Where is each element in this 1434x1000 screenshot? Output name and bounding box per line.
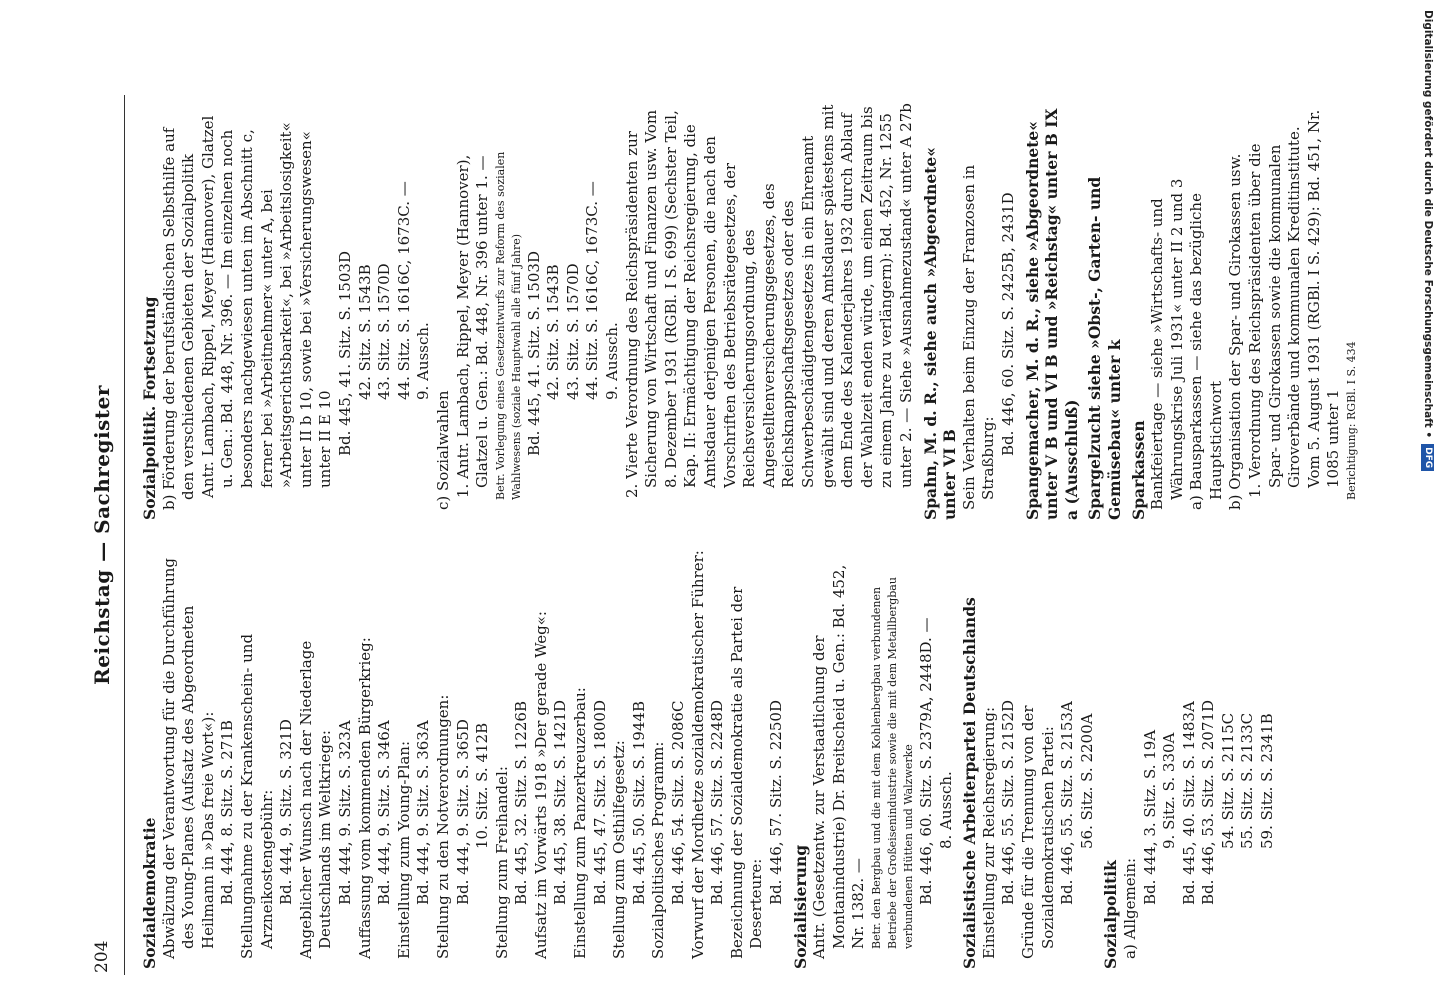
index-reference: 55. Sitz. S. 2133C: [1238, 712, 1257, 849]
index-reference: Bd. 446, 53. Sitz. S. 2071D: [1199, 700, 1218, 905]
index-reference: Bd. 446, 55. Sitz. S. 2152D: [999, 700, 1018, 905]
left-column: [136, 549, 1278, 969]
index-entry: a) Bausparkassen — siehe das bezügliche Hauptstichwort: [1187, 193, 1225, 510]
index-heading: Sozialisierung: [790, 844, 810, 969]
index-reference: Bd. 444, 9. Sitz. S. 321D: [277, 719, 296, 905]
index-reference: Bd. 446, 57. Sitz. S. 2248D: [708, 700, 727, 905]
index-heading: Sozialpolitik: [1101, 860, 1121, 969]
running-head: Reichstag — Sachregister: [90, 385, 114, 685]
index-entry: b) Organisation der Spar- und Girokassen usw.: [1226, 153, 1245, 510]
index-entry: Sozialpolitisches Programm:: [649, 741, 668, 959]
index-reference: Bd. 446, 54. Sitz. S. 2086C: [669, 700, 688, 905]
index-entry: Betr. den Bergbau und die mit dem Kohlenbergbau verbundenen Betriebe der Großeisenindustrie sowie die mit dem Metallbergbau verbundenen Hütten und Walzwerke: [869, 577, 915, 949]
index-entry: Berichtigung: RGBl. I S. 434: [1345, 341, 1359, 500]
index-reference: 9. Sitz. S. 330A: [1160, 732, 1179, 849]
index-reference: 9. Aussch.: [414, 322, 433, 400]
index-heading: Spargelzucht siehe »Obst-, Garten- und Gemüsebau« unter k: [1085, 176, 1124, 520]
digitization-notice: [1420, 10, 1434, 990]
index-reference: 54. Sitz. S. 2115C: [1218, 712, 1237, 849]
right-column: [136, 100, 1360, 520]
index-entry: Gründe für die Trennung von der Sozialdemokratischen Partei:: [1018, 705, 1057, 959]
index-entry: Stellung zum Freihandel:: [492, 766, 511, 959]
index-reference: Bd. 445, 47. Sitz. S. 1800D: [590, 700, 609, 905]
index-reference: Bd. 444, 9. Sitz. S. 323A: [335, 720, 354, 905]
index-entry: 1. Verordnung des Reichspräsidenten über die Spar- und Girokassen sowie die kommunalen Giroverbände und kommunalen Kreditinstitute. Vom 5. August 1931 (RGBl. I S. 429): Bd. 451, Nr. 1085 unter 1: [1246, 109, 1343, 498]
index-entry: Abwälzung der Verantwortung für die Durchführung des Young-Planes (Aufsatz des Abgeordneten Heilmann in »Das freie Wort«):: [159, 557, 217, 959]
index-entry: Stellung zum Osthilfegesetz:: [610, 740, 629, 959]
index-reference: Bd. 444, 9. Sitz. S. 346A: [375, 720, 394, 905]
index-entry: Sein Verhalten beim Einzug der Franzosen in Straßburg:: [959, 164, 998, 510]
index-reference: Bd. 445, 41. Sitz. S. 1503D: [335, 251, 354, 456]
index-entry: Antr. Lambach, Rippel, Meyer (Hannover), Glatzel u. Gen.: Bd. 448, Nr. 396. — Im einzelnen noch besonders nachgewiesen unten im Abschnitt c, ferner bei »Arbeitnehmer« unter A, bei »Arbeitsgerichtsbarkeit«, bei »Arbeitslosigkeit« unter II b 10, sowie bei »Versicherungswesen« unter II E 10: [198, 115, 335, 498]
index-entry: Einstellung zum Young-Plan:: [394, 740, 413, 959]
index-heading: Sparkassen: [1128, 420, 1148, 520]
index-entry: Auffassung vom kommenden Bürgerkrieg:: [355, 637, 374, 959]
index-entry: Einstellung zur Reichsregierung:: [979, 707, 998, 959]
dfg-logo: DFG: [1422, 444, 1434, 471]
index-entry: c) Sozialwahlen: [433, 390, 452, 510]
index-reference: 59. Sitz. S. 2341B: [1258, 713, 1277, 849]
index-entry: 2. Vierte Verordnung des Reichspräsidenten zur Sicherung von Wirtschaft und Finanzen usw. Vom 8. Dezember 1931 (RGBl. I S. 699) (Sechster Teil, Kap. II: Ermächtigung der Reichsregierung, die Amtsdauer derjenigen Personen, die nach den Vorschriften des Betriebsrätegesetzes, der Reichsversicherungsordnung, des Angestelltenversicherungsgesetzes, des Reichsknappschaftsgesetzes oder des Schwerbeschädigtengesetzes in ein Ehrenamt gewählt sind und deren Amtsdauer spätestens mit dem Ende des Kalenderjahres 1932 durch Ablauf der Wahlzeit enden würde, um einen Zeitraum bis zu einem Jahre zu verlängern): Bd. 452, Nr. 1255 unter 2. — Siehe »Ausnahmezustand« unter A 27b: [622, 103, 915, 498]
index-reference: 44. Sitz. S. 1616C, 1673C. —: [583, 181, 602, 400]
index-heading: Sozialpolitik. Fortsetzung: [140, 296, 159, 520]
index-reference: Bd. 444, 9. Sitz. S. 363A: [414, 720, 433, 905]
index-reference: 42. Sitz. S. 1543B: [355, 264, 374, 400]
index-reference: Bd. 445, 32. Sitz. S. 1226B: [512, 701, 531, 905]
index-entry: a) Allgemein:: [1120, 857, 1139, 959]
index-reference: 9. Aussch.: [603, 322, 622, 400]
index-reference: Bd. 444, 8. Sitz. S. 271B: [218, 720, 237, 905]
index-heading: Spahn, M. d. R., siehe auch »Abgeordnete« unter VI B: [920, 147, 960, 520]
digitization-notice-text: Digitalisierung gefördert durch die Deutsche Forschungsgemeinschaft •: [1422, 10, 1434, 439]
index-reference: 42. Sitz. S. 1543B: [544, 264, 563, 400]
index-reference: 44. Sitz. S. 1616C, 1673C. —: [394, 181, 413, 400]
index-entry: 1. Antr. Lambach, Rippel, Meyer (Hannover), Glatzel u. Gen.: Bd. 448, Nr. 396 unter 1. —: [453, 154, 492, 498]
index-entry: Angeblicher Wunsch nach der Niederlage Deutschlands im Weltkriege:: [296, 640, 335, 959]
index-entry: Stellung zu den Notverordnungen:: [433, 694, 452, 959]
index-reference: Bd. 444, 9. Sitz. S. 365D: [453, 719, 472, 905]
index-reference: 43. Sitz. S. 1570D: [563, 263, 582, 400]
index-entry: Einstellung zum Panzerkreuzerbau:: [571, 687, 590, 959]
index-reference: Bd. 445, 50. Sitz. S. 1944B: [629, 701, 648, 905]
index-entry: Antr. (Gesetzentw. zur Verstaatlichung der Montanindustrie) Dr. Breitscheid u. Gen.: Bd. 452, Nr. 1382. —: [810, 564, 868, 959]
index-reference: 10. Sitz. S. 412B: [473, 722, 492, 849]
scanned-page-area: [84, 95, 1359, 975]
page-number: 204: [92, 940, 112, 973]
index-heading: Spangemacher, M. d. R., siehe »Abgeordnete« unter V B und VI B und »Reichstag« unter B IX a (Ausschluß): [1022, 108, 1081, 520]
index-reference: Bd. 445, 41. Sitz. S. 1503D: [524, 251, 543, 456]
index-reference: Bd. 445, 40. Sitz. S. 1483A: [1179, 701, 1198, 905]
page-header: [84, 95, 125, 975]
index-heading: Sozialistische Arbeiterpartei Deutschlands: [960, 597, 980, 969]
index-reference: Bd. 444, 3. Sitz. S. 19A: [1140, 729, 1159, 905]
index-entry: b) Förderung der berufständischen Selbsthilfe auf den verschiedenen Gebieten der Sozialpolitik: [159, 127, 198, 510]
index-reference: Bd. 446, 57. Sitz. S. 2250D: [767, 700, 785, 905]
index-reference: 8. Aussch.: [936, 771, 955, 849]
index-reference: Bd. 445, 38. Sitz. S. 1421D: [551, 700, 570, 905]
index-reference: Bd. 446, 60. Sitz. S. 2379A, 2448D. —: [916, 617, 935, 905]
index-reference: 56. Sitz. S. 2200A: [1077, 713, 1096, 849]
index-heading: Sozialdemokratie: [140, 817, 159, 969]
index-reference: Bd. 446, 55. Sitz. S. 2153A: [1058, 701, 1077, 905]
index-entry: Bezeichnung der Sozialdemokratie als Partei der Deserteure:: [727, 586, 766, 959]
index-entry: Aufsatz im Vorwärts 1918 »Der gerade Weg«:: [531, 611, 550, 959]
index-entry: Bankfeiertage — siehe »Wirtschafts- und Währungskrise Juli 1931« unter II 2 und 3: [1148, 178, 1186, 510]
index-entry: Betr. Vorlegung eines Gesetzentwurfs zur Reform des sozialen Wahlwesens (soziale Hauptwahl alle fünf Jahre): [493, 151, 523, 500]
index-entry: Vorwurf der Mordhetze sozialdemokratischer Führer:: [688, 550, 707, 959]
index-entry: Stellungnahme zu der Krankenschein- und Arzneikostengebühr:: [237, 633, 276, 959]
index-page: [84, 95, 1359, 975]
index-reference: 43. Sitz. S. 1570D: [375, 263, 394, 400]
index-reference: Bd. 446, 60. Sitz. S. 2425B, 2431D: [998, 192, 1017, 456]
